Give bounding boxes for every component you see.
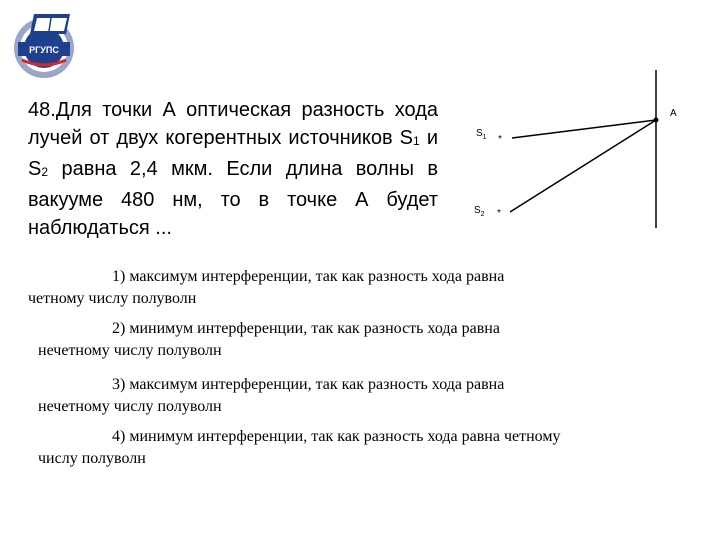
option-2-line2: нечетному числу полуволн (38, 342, 222, 359)
option-1-line2: четному числу полуволн (28, 290, 197, 307)
option-3[interactable] (38, 374, 504, 418)
option-1-line1: 1) максимум интерференции, так как разность хода равна (112, 268, 505, 285)
ray-s1 (512, 120, 656, 138)
question-sub1: 1 (413, 134, 420, 148)
source-s1-star: * (498, 134, 502, 145)
interference-diagram (460, 60, 700, 240)
option-4[interactable] (38, 426, 560, 470)
question-number: 48. (28, 99, 56, 121)
question-text (28, 96, 438, 242)
source-s2-star: * (497, 208, 501, 219)
option-4-line1: 4) минимум интерференции, так как разность хода равна четному (112, 428, 561, 445)
option-2-line1: 2) минимум интерференции, так как разность хода равна (112, 320, 500, 337)
question-part3: равна 2,4 мкм. Если длина волны в вакууме 480 нм, то в точке А будет наблюдаться ... (28, 158, 438, 239)
question-sub2: 2 (41, 165, 49, 179)
option-2[interactable] (38, 318, 500, 362)
option-4-line2: числу полуволн (38, 450, 146, 467)
point-a (654, 118, 659, 123)
question-part2: и S (28, 127, 438, 180)
rgups-logo (4, 4, 80, 84)
question-part1: Для точки А оптическая разность хода лучей от двух когерентных источников S (28, 99, 438, 149)
ray-s2 (510, 120, 656, 212)
label-a: A (670, 108, 677, 119)
option-1[interactable] (28, 266, 504, 310)
logo-text: РГУПС (29, 45, 59, 55)
label-s1: $S_1$ (476, 128, 487, 141)
label-s2: $S_2$ (474, 205, 485, 218)
option-3-line2: нечетному числу полуволн (38, 398, 222, 415)
option-3-line1: 3) максимум интерференции, так как разность хода равна (112, 376, 505, 393)
